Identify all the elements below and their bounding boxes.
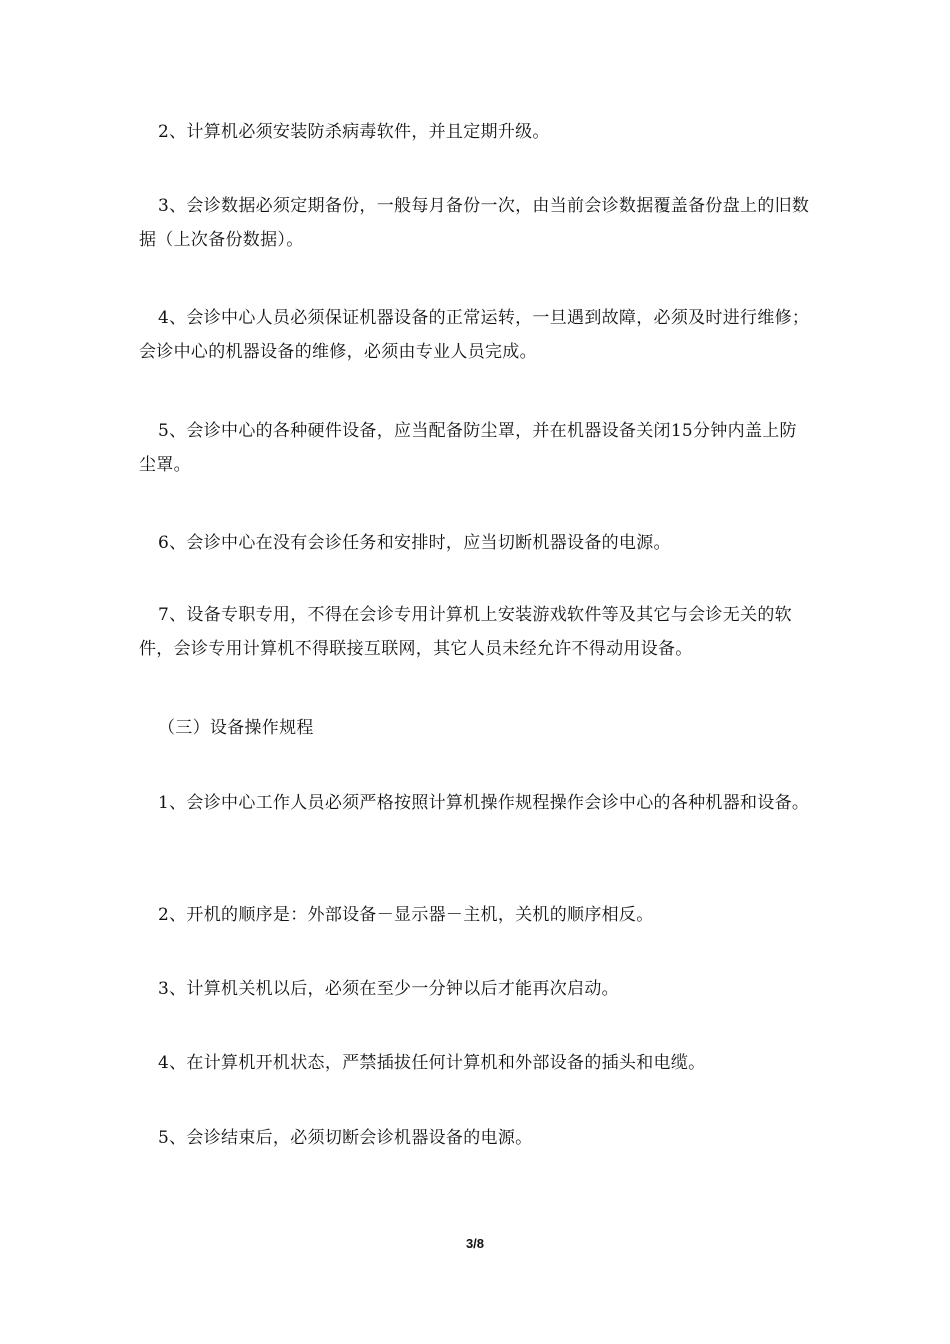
paragraph-op-3-restart: 3、计算机关机以后，必须在至少一分钟以后才能再次启动。 — [158, 979, 619, 999]
paragraph-item-4-maintenance: 4、会诊中心人员必须保证机器设备的正常运转，一旦遇到故障，必须及时进行维修；会诊中心的机器设备的维修，必须由专业人员完成。 — [139, 308, 810, 362]
section-heading-operation-rules: （三）设备操作规程 — [158, 718, 314, 738]
paragraph-item-2-antivirus: 2、计算机必须安装防杀病毒软件，并且定期升级。 — [158, 122, 550, 142]
paragraph-item-3-backup: 3、会诊数据必须定期备份，一般每月备份一次，由当前会诊数据覆盖备份盘上的旧数据（上次备份数据）。 — [139, 196, 810, 250]
paragraph-item-6-power: 6、会诊中心在没有会诊任务和安排时，应当切断机器设备的电源。 — [158, 533, 671, 553]
paragraph-op-2-power-order: 2、开机的顺序是：外部设备－显示器－主机，关机的顺序相反。 — [158, 905, 654, 925]
paragraph-op-5-cut-power: 5、会诊结束后，必须切断会诊机器设备的电源。 — [158, 1128, 533, 1148]
paragraph-item-7-dedicated-use: 7、设备专职专用，不得在会诊专用计算机上安装游戏软件等及其它与会诊无关的软件，会诊专用计算机不得联接互联网，其它人员未经允许不得动用设备。 — [139, 605, 792, 659]
paragraph-op-1-follow-rules: 1、会诊中心工作人员必须严格按照计算机操作规程操作会诊中心的各种机器和设备。 — [158, 793, 810, 813]
paragraph-op-4-no-plugging: 4、在计算机开机状态，严禁插拔任何计算机和外部设备的插头和电缆。 — [158, 1053, 706, 1073]
page-number: 3/8 — [465, 1236, 485, 1251]
paragraph-item-5-dust-cover: 5、会诊中心的各种硬件设备，应当配备防尘罩，并在机器设备关闭15分钟内盖上防尘罩。 — [139, 421, 797, 475]
